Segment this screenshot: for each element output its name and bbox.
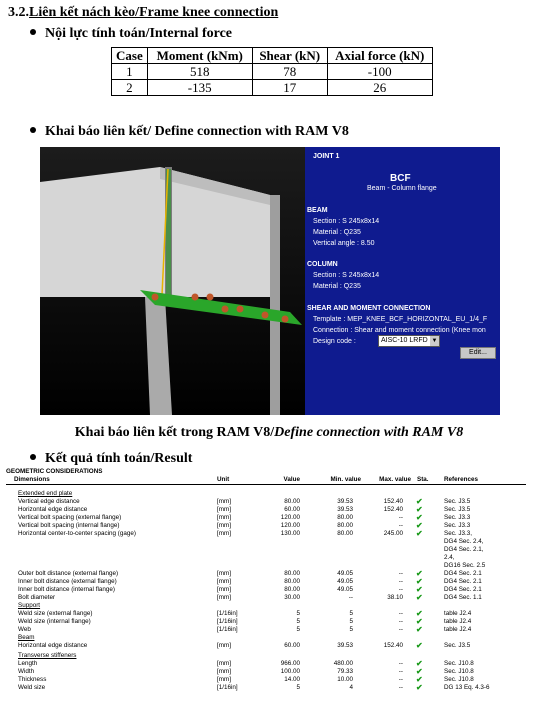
results-title-text: GEOMETRIC CONSIDERATIONS xyxy=(6,468,103,475)
dimension-name: Inner bolt distance (internal flange) xyxy=(18,586,115,593)
cell: 17 xyxy=(252,80,327,96)
table-row xyxy=(6,522,526,530)
beam-angle: Vertical angle : 8.50 xyxy=(313,240,375,247)
bolt-icon xyxy=(207,294,214,301)
cell: 78 xyxy=(252,64,327,80)
unit-value: [mm] xyxy=(217,506,231,513)
value: 30.00 xyxy=(284,594,300,601)
min-value: 49.05 xyxy=(337,586,353,593)
reference: DG4 Sec. 2.4, xyxy=(444,538,484,545)
min-value: 4 xyxy=(349,684,353,691)
unit-value: [mm] xyxy=(217,676,231,683)
bullet-text: Khai báo liên kết/ Define connection with RAM V8 xyxy=(45,124,349,139)
unit-value: [mm] xyxy=(217,578,231,585)
reference: 2.4, xyxy=(444,554,455,561)
connection-info-panel xyxy=(305,147,500,415)
table-row xyxy=(6,626,526,634)
status-check-icon: ✔ xyxy=(416,659,423,668)
table-row xyxy=(6,586,526,594)
min-value: 80.00 xyxy=(337,514,353,521)
max-value: 152.40 xyxy=(383,498,403,505)
value: 5 xyxy=(296,626,300,633)
status-check-icon: ✔ xyxy=(416,683,423,692)
table-header-row xyxy=(112,48,433,64)
table-row xyxy=(6,684,526,692)
value: 60.00 xyxy=(284,642,300,649)
column-heading: COLUMN xyxy=(307,261,338,268)
table-row xyxy=(6,668,526,676)
table-row xyxy=(112,64,433,80)
unit-value: [1/16in] xyxy=(217,684,238,691)
unit-value: [1/16in] xyxy=(217,618,238,625)
results-section-label xyxy=(6,634,526,642)
results-section-label xyxy=(6,490,526,498)
header-status: Sta. xyxy=(417,476,429,483)
reference: Sec. J10.8 xyxy=(444,676,474,683)
edit-button[interactable]: Edit... xyxy=(460,347,496,359)
unit-value: [mm] xyxy=(217,522,231,529)
max-value: -- xyxy=(398,586,403,593)
beam-heading: BEAM xyxy=(307,207,328,214)
value: 60.00 xyxy=(284,506,300,513)
table-row xyxy=(6,506,526,514)
unit-value: [mm] xyxy=(217,514,231,521)
value: 14.00 xyxy=(284,676,300,683)
internal-force-table xyxy=(111,47,433,96)
header-value: Value xyxy=(283,476,300,483)
bullet-define-connection xyxy=(30,124,349,140)
min-value: 480.00 xyxy=(333,660,353,667)
min-value: 5 xyxy=(349,626,353,633)
max-value: 152.40 xyxy=(383,642,403,649)
max-value: -- xyxy=(398,618,403,625)
unit-value: [mm] xyxy=(217,594,231,601)
header-dimensions: Dimensions xyxy=(14,476,50,483)
table-row xyxy=(6,562,526,570)
dimension-name: Horizontal center-to-center spacing (gage) xyxy=(18,530,136,537)
reference: Sec. J3.5 xyxy=(444,642,471,649)
results-section-label xyxy=(6,602,526,610)
reference: Sec. J3.3 xyxy=(444,514,471,521)
max-value: -- xyxy=(398,626,403,633)
beam-material: Material : Q235 xyxy=(313,229,361,236)
unit-value: [mm] xyxy=(217,660,231,667)
reference: DG16 Sec. 2.5 xyxy=(444,562,486,569)
reference: Sec. J3.3 xyxy=(444,522,471,529)
value: 80.00 xyxy=(284,570,300,577)
status-check-icon: ✔ xyxy=(416,675,423,684)
reference: table J2.4 xyxy=(444,618,472,625)
bullet-dot-icon xyxy=(30,29,36,35)
header-shear: Shear (kN) xyxy=(252,48,327,64)
table-row xyxy=(6,554,526,562)
max-value: -- xyxy=(398,668,403,675)
table-row xyxy=(6,546,526,554)
reference: DG4 Sec. 2.1 xyxy=(444,570,482,577)
joint-label: JOINT 1 xyxy=(313,153,340,160)
reference: DG4 Sec. 2.1 xyxy=(444,586,482,593)
bullet-result xyxy=(30,451,192,467)
design-code-label: Design code : xyxy=(313,338,356,345)
unit-value: [mm] xyxy=(217,668,231,675)
cell: -135 xyxy=(147,80,252,96)
reference: DG4 Sec. 1.1 xyxy=(444,594,482,601)
min-value: -- xyxy=(348,594,353,601)
value: 130.00 xyxy=(280,530,300,537)
value: 80.00 xyxy=(284,578,300,585)
header-moment: Moment (kNm) xyxy=(147,48,252,64)
table-row xyxy=(6,530,526,538)
value: 5 xyxy=(296,618,300,625)
status-check-icon: ✔ xyxy=(416,521,423,530)
unit-value: [1/16in] xyxy=(217,610,238,617)
reference: Sec. J3.5 xyxy=(444,498,471,505)
bolt-icon xyxy=(152,294,159,301)
unit-value: [1/16in] xyxy=(217,626,238,633)
column-section: Section : S 245x8x14 xyxy=(313,272,380,279)
status-check-icon: ✔ xyxy=(416,505,423,514)
cell: 1 xyxy=(112,64,148,80)
min-value: 10.00 xyxy=(337,676,353,683)
reference: Sec. J3.5 xyxy=(444,506,471,513)
header-case: Case xyxy=(112,48,148,64)
cell: 26 xyxy=(327,80,432,96)
dimension-name: Outer bolt distance (external flange) xyxy=(18,570,119,577)
max-value: -- xyxy=(398,514,403,521)
dimension-name: Vertical bolt spacing (external flange) xyxy=(18,514,122,521)
table-row xyxy=(6,610,526,618)
unit-value: [mm] xyxy=(217,498,231,505)
section-number: 3.2. xyxy=(8,5,29,20)
dimension-name: Web xyxy=(18,626,31,633)
value: 5 xyxy=(296,610,300,617)
connection-type: BCF xyxy=(390,173,411,184)
dimension-name: Thickness xyxy=(18,676,47,683)
table-row xyxy=(112,80,433,96)
status-check-icon: ✔ xyxy=(416,617,423,626)
header-divider xyxy=(6,484,526,485)
status-check-icon: ✔ xyxy=(416,569,423,578)
table-row xyxy=(6,514,526,522)
beam-section: Section : S 245x8x14 xyxy=(313,218,380,225)
bullet-dot-icon xyxy=(30,454,36,460)
connection-line: Connection : Shear and moment connection (Knee mon xyxy=(313,327,486,334)
table-row xyxy=(6,618,526,626)
dimension-name: Vertical edge distance xyxy=(18,498,80,505)
status-check-icon: ✔ xyxy=(416,529,423,538)
reference: table J2.4 xyxy=(444,626,472,633)
cell: 2 xyxy=(112,80,148,96)
header-unit: Unit xyxy=(217,476,230,483)
status-check-icon: ✔ xyxy=(416,497,423,506)
reference: Sec. J10.8 xyxy=(444,660,474,667)
max-value: -- xyxy=(398,522,403,529)
table-row xyxy=(6,676,526,684)
dimension-name: Width xyxy=(18,668,35,675)
max-value: -- xyxy=(398,676,403,683)
value: 5 xyxy=(296,684,300,691)
unit-value: [mm] xyxy=(217,530,231,537)
status-check-icon: ✔ xyxy=(416,513,423,522)
table-row xyxy=(6,594,526,602)
design-code-select[interactable] xyxy=(378,335,440,347)
caption-normal: Khai báo liên kết trong RAM V8/ xyxy=(74,425,275,440)
dimension-name: Weld size (internal flange) xyxy=(18,618,91,625)
status-check-icon: ✔ xyxy=(416,593,423,602)
dimension-name: Weld size (external flange) xyxy=(18,610,93,617)
bolt-icon xyxy=(237,306,244,313)
status-check-icon: ✔ xyxy=(416,577,423,586)
value: 120.00 xyxy=(280,522,300,529)
table-row xyxy=(6,578,526,586)
min-value: 39.53 xyxy=(337,506,353,513)
max-value: -- xyxy=(398,610,403,617)
status-check-icon: ✔ xyxy=(416,609,423,618)
max-value: 38.10 xyxy=(387,594,403,601)
template-line: Template : MEP_KNEE_BCF_HORIZONTAL_EU_1/4_F xyxy=(313,316,488,323)
min-value: 80.00 xyxy=(337,530,353,537)
results-title xyxy=(6,468,526,476)
min-value: 39.53 xyxy=(337,642,353,649)
min-value: 5 xyxy=(349,610,353,617)
header-references: References xyxy=(444,476,478,483)
bolt-icon xyxy=(262,312,269,319)
design-code-value: AISC-10 LRFD xyxy=(381,337,428,344)
value: 80.00 xyxy=(284,586,300,593)
results-header xyxy=(6,476,526,484)
column-web-edge xyxy=(270,195,280,415)
bolt-icon xyxy=(222,306,229,313)
unit-value: [mm] xyxy=(217,586,231,593)
reference: DG 13 Eq. 4.3-6 xyxy=(444,684,490,691)
figure-caption xyxy=(0,425,538,441)
reference: Sec. J3.3, xyxy=(444,530,473,537)
section-label: Beam xyxy=(18,634,35,641)
cell: 518 xyxy=(147,64,252,80)
min-value: 79.33 xyxy=(337,668,353,675)
unit-value: [mm] xyxy=(217,570,231,577)
value: 966.00 xyxy=(280,660,300,667)
min-value: 80.00 xyxy=(337,522,353,529)
max-value: -- xyxy=(398,660,403,667)
reference: Sec. J10.8 xyxy=(444,668,474,675)
section-title: Liên kết nách kèo/Frame knee connection xyxy=(29,5,279,20)
bolt-icon xyxy=(192,294,199,301)
reference: table J2.4 xyxy=(444,610,472,617)
table-row xyxy=(6,538,526,546)
results-section-label xyxy=(6,652,526,660)
dimension-name: Inner bolt distance (external flange) xyxy=(18,578,117,585)
connection-3d-view xyxy=(40,147,305,415)
min-value: 49.05 xyxy=(337,570,353,577)
bullet-internal-force xyxy=(30,26,232,42)
cell: -100 xyxy=(327,64,432,80)
header-min: Min. value xyxy=(330,476,361,483)
bolt-icon xyxy=(282,316,289,323)
unit-value: [mm] xyxy=(217,642,231,649)
dimension-name: Horizontal edge distance xyxy=(18,506,88,513)
chevron-down-icon: ▼ xyxy=(431,338,438,344)
max-value: -- xyxy=(398,684,403,691)
min-value: 49.05 xyxy=(337,578,353,585)
dimension-name: Weld size xyxy=(18,684,46,691)
section-label: Extended end plate xyxy=(18,490,73,497)
header-axial: Axial force (kN) xyxy=(327,48,432,64)
section-label: Support xyxy=(18,602,41,609)
bullet-text: Kết quả tính toán/Result xyxy=(45,451,193,466)
dimension-name: Horizontal edge distance xyxy=(18,642,88,649)
table-row xyxy=(6,642,526,650)
dimension-name: Length xyxy=(18,660,38,667)
status-check-icon: ✔ xyxy=(416,641,423,650)
table-row xyxy=(6,660,526,668)
caption-italic: Define connection with RAM V8 xyxy=(274,425,464,440)
max-value: 152.40 xyxy=(383,506,403,513)
section-heading xyxy=(8,5,278,21)
dimension-name: Vertical bolt spacing (internal flange) xyxy=(18,522,120,529)
max-value: -- xyxy=(398,578,403,585)
ram-screenshot xyxy=(40,147,500,415)
max-value: -- xyxy=(398,570,403,577)
status-check-icon: ✔ xyxy=(416,625,423,634)
status-check-icon: ✔ xyxy=(416,667,423,676)
connection-heading: SHEAR AND MOMENT CONNECTION xyxy=(307,305,431,312)
bullet-dot-icon xyxy=(30,127,36,133)
connection-type-desc: Beam - Column flange xyxy=(367,185,437,192)
reference: DG4 Sec. 2.1, xyxy=(444,546,484,553)
column-material: Material : Q235 xyxy=(313,283,361,290)
table-row xyxy=(6,498,526,506)
header-max: Max. value xyxy=(379,476,411,483)
value: 80.00 xyxy=(284,498,300,505)
table-row xyxy=(6,570,526,578)
value: 100.00 xyxy=(280,668,300,675)
status-check-icon: ✔ xyxy=(416,585,423,594)
section-label: Transverse stiffeners xyxy=(18,652,77,659)
max-value: 245.00 xyxy=(383,530,403,537)
bullet-text: Nội lực tính toán/Internal force xyxy=(45,26,233,41)
value: 120.00 xyxy=(280,514,300,521)
min-value: 39.53 xyxy=(337,498,353,505)
min-value: 5 xyxy=(349,618,353,625)
reference: DG4 Sec. 2.1 xyxy=(444,578,482,585)
dimension-name: Bolt diameter xyxy=(18,594,56,601)
